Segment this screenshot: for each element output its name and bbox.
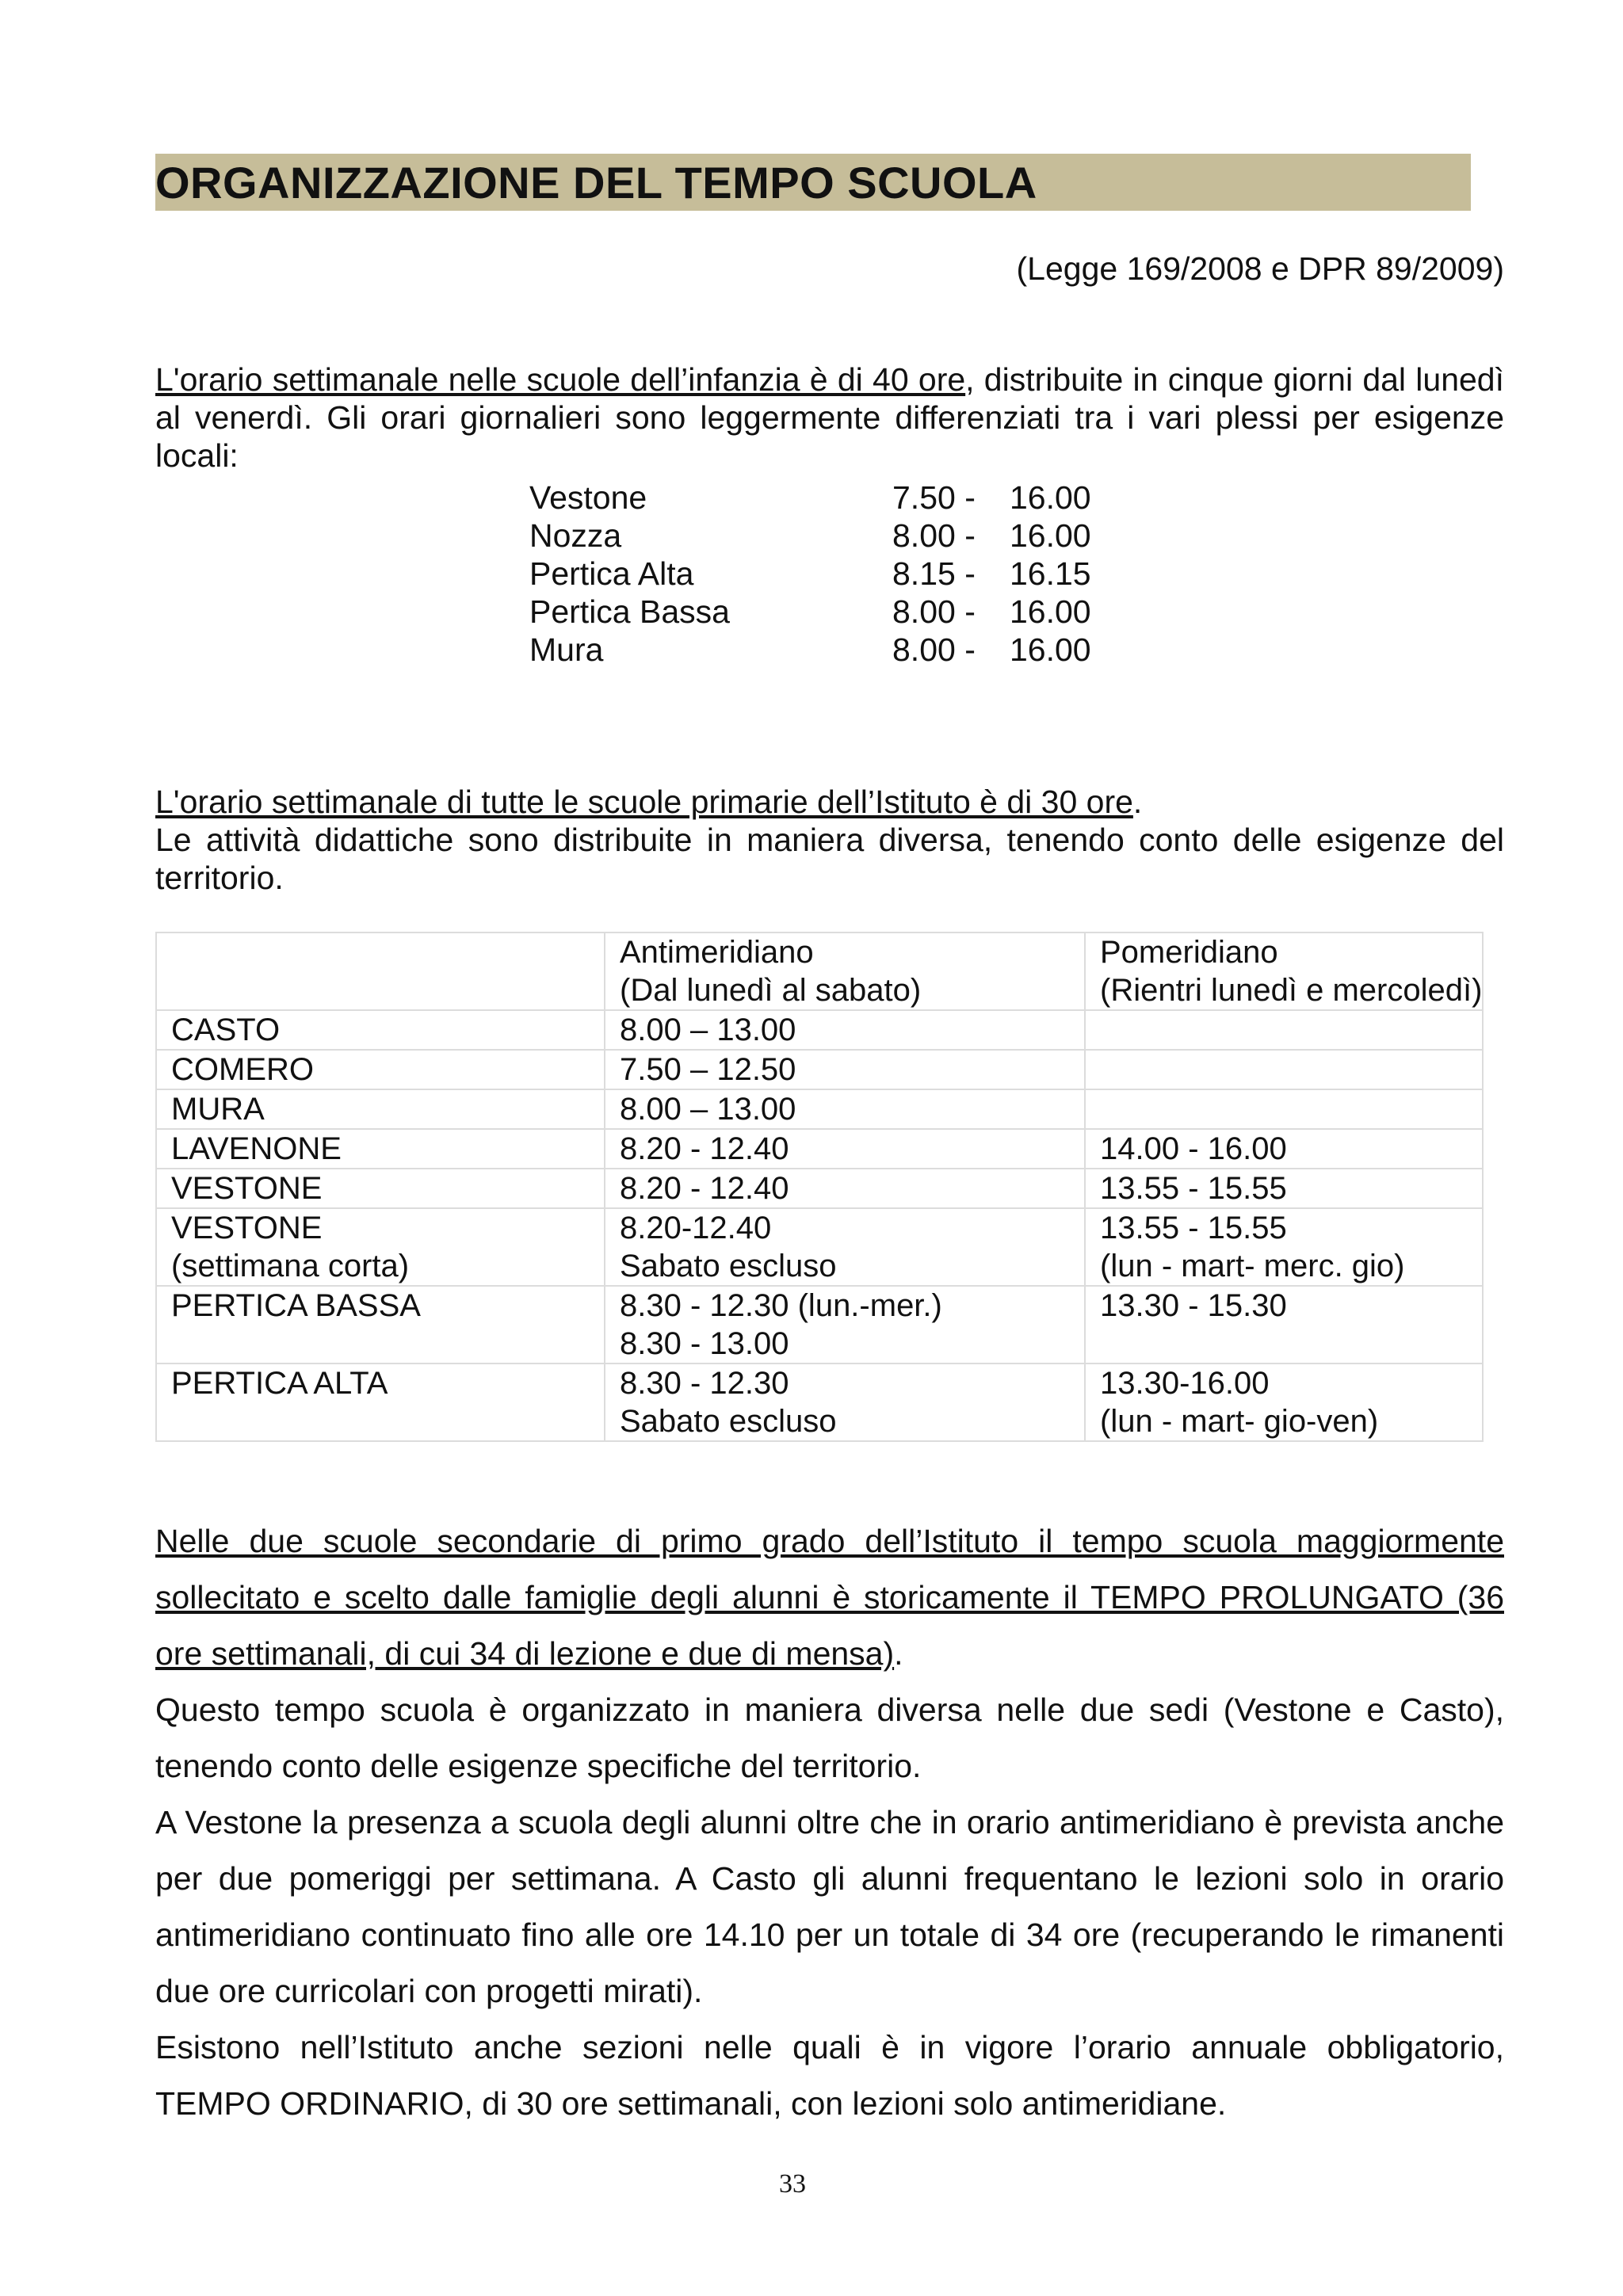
cell-line: PERTICA BASSA [171,1288,421,1323]
cell-line: 8.00 – 13.00 [620,1013,796,1047]
primaria-line2: Le attività didattiche sono distribuite in maniera diversa, tenendo conto delle esigenze del territorio. [155,822,1504,896]
hours-place: Pertica Alta [529,555,694,592]
am-cell [605,1089,1085,1129]
school-cell [156,1089,605,1129]
cell-line: 14.00 - 16.00 [1100,1131,1287,1166]
pm-cell [1085,1129,1483,1169]
school-cell [156,1010,605,1050]
cell-line: 7.50 – 12.50 [620,1052,796,1087]
hours-end: 16.00 [1010,593,1091,630]
cell-line [1100,1325,1482,1363]
cell-line [1100,1051,1482,1089]
pm-cell [1085,1208,1483,1286]
cell-line [171,1402,604,1440]
hours-start: 8.00 - [892,517,976,554]
pm-cell [1085,1363,1483,1441]
table-header-row [156,933,1483,1010]
cell-line: 8.30 - 12.30 (lun.-mer.) [620,1288,942,1323]
hours-start: 7.50 - [892,479,976,516]
school-cell [156,1050,605,1089]
cell-line: VESTONE [171,1211,323,1245]
cell-line: 8.00 – 13.00 [620,1092,796,1127]
cell-line: LAVENONE [171,1131,342,1166]
secondaria-para2: Questo tempo scuola è organizzato in maniera diversa nelle due sedi (Vestone e Casto), tenendo conto delle esigenze specifiche del territorio. [155,1691,1504,1784]
header-pomeridiano [1085,933,1483,1010]
secondaria-underlined-text: Nelle due scuole secondarie di primo grado dell’Istituto il tempo scuola maggiormente sollecitato e scelto dalle famiglie degli alunni è storicamente il TEMPO PROLUNGATO (36 ore settimanali, di cui 34 di lezione e due di mensa) [155,1523,1504,1672]
cell-line [1100,1090,1482,1128]
cell-line: 13.30 - 15.30 [1100,1288,1287,1323]
table-row [156,1129,1483,1169]
secondaria-text: . [894,1635,903,1672]
primaria-underlined-text: L'orario settimanale di tutte le scuole primarie dell’Istituto è di 30 ore [155,784,1133,820]
am-cell [605,1363,1085,1441]
am-cell [605,1129,1085,1169]
cell-line: VESTONE [171,1171,323,1206]
cell-line: 13.30-16.00 [1100,1366,1270,1401]
header-antimeridiano-title: Antimeridiano [620,935,814,970]
table-row [156,1010,1483,1050]
hours-start: 8.00 - [892,593,976,630]
table-row [156,1050,1483,1089]
cell-line: MURA [171,1092,265,1127]
school-cell [156,1286,605,1363]
pm-cell [1085,1286,1483,1363]
am-cell [605,1050,1085,1089]
cell-line: 8.20 - 12.40 [620,1171,789,1206]
school-cell [156,1363,605,1441]
cell-line: 8.20 - 12.40 [620,1131,789,1166]
hours-place: Vestone [529,479,647,516]
hours-place: Pertica Bassa [529,593,730,630]
cell-line: (lun - mart- gio-ven) [1100,1404,1379,1439]
header-empty-cell [156,933,605,1010]
primaria-text: . [1132,784,1143,820]
page-number: 33 [779,2169,806,2199]
primaria-schedule-table [155,932,1484,1442]
pm-cell [1085,1169,1483,1208]
cell-line: (lun - mart- merc. gio) [1100,1249,1405,1283]
cell-line: 8.30 - 13.00 [620,1326,789,1361]
cell-line: CASTO [171,1013,281,1047]
cell-line: 13.55 - 15.55 [1100,1171,1287,1206]
am-cell [605,1286,1085,1363]
hours-end: 16.00 [1010,631,1091,668]
cell-line: 13.55 - 15.55 [1100,1211,1287,1245]
header-antimeridiano [605,933,1085,1010]
hours-end: 16.00 [1010,479,1091,516]
header-antimeridiano-note: (Dal lunedì al sabato) [620,973,922,1008]
pm-cell [1085,1089,1483,1129]
cell-line: (settimana corta) [171,1249,410,1283]
hours-end: 16.15 [1010,555,1091,592]
table-row [156,1089,1483,1129]
school-cell [156,1129,605,1169]
infanzia-paragraph [155,360,1504,475]
cell-line: COMERO [171,1052,314,1087]
am-cell [605,1010,1085,1050]
cell-line: Sabato escluso [620,1249,837,1283]
hours-place: Nozza [529,517,622,554]
infanzia-underlined-text: L'orario settimanale nelle scuole dell’infanzia è di 40 ore [155,361,966,398]
cell-line: Sabato escluso [620,1404,837,1439]
cell-line: 8.20-12.40 [620,1211,772,1245]
hours-start: 8.00 - [892,631,976,668]
am-cell [605,1169,1085,1208]
secondaria-section [155,1513,1504,2132]
school-cell [156,1208,605,1286]
legal-reference: (Legge 169/2008 e DPR 89/2009) [1016,250,1504,287]
table-row [156,1363,1483,1441]
am-cell [605,1208,1085,1286]
secondaria-para3: A Vestone la presenza a scuola degli alunni oltre che in orario antimeridiano è prevista anche per due pomeriggi per settimana. A Casto gli alunni frequentano le lezioni solo in orario antimeridiano continuato fino alle ore 14.10 per un totale di 34 ore (recuperando le rimanenti due ore curricolari con progetti mirati). [155,1804,1504,2009]
table-row [156,1208,1483,1286]
secondaria-para4: Esistono nell’Istituto anche sezioni nelle quali è in vigore l’orario annuale obbligatorio, TEMPO ORDINARIO, di 30 ore settimanali, con lezioni solo antimeridiane. [155,2029,1504,2122]
pm-cell [1085,1010,1483,1050]
cell-line: PERTICA ALTA [171,1366,388,1401]
cell-line [171,1325,604,1363]
hours-start: 8.15 - [892,555,976,592]
pm-cell [1085,1050,1483,1089]
cell-line [1100,1011,1482,1049]
hours-place: Mura [529,631,604,668]
infanzia-text: , distribuite in cinque giorni dal lunedì al venerdì. Gli orari giornalieri sono leggermente differenziati tra i vari plessi per esigenze locali: [155,361,1504,474]
header-pomeridiano-note: (Rientri lunedì e mercoledì) [1100,973,1483,1008]
table-row [156,1286,1483,1363]
school-cell [156,1169,605,1208]
cell-line: 8.30 - 12.30 [620,1366,789,1401]
header-pomeridiano-title: Pomeridiano [1100,935,1278,970]
hours-end: 16.00 [1010,517,1091,554]
table-row [156,1169,1483,1208]
primaria-paragraph [155,783,1504,897]
page-title: ORGANIZZAZIONE DEL TEMPO SCUOLA [155,158,1037,208]
